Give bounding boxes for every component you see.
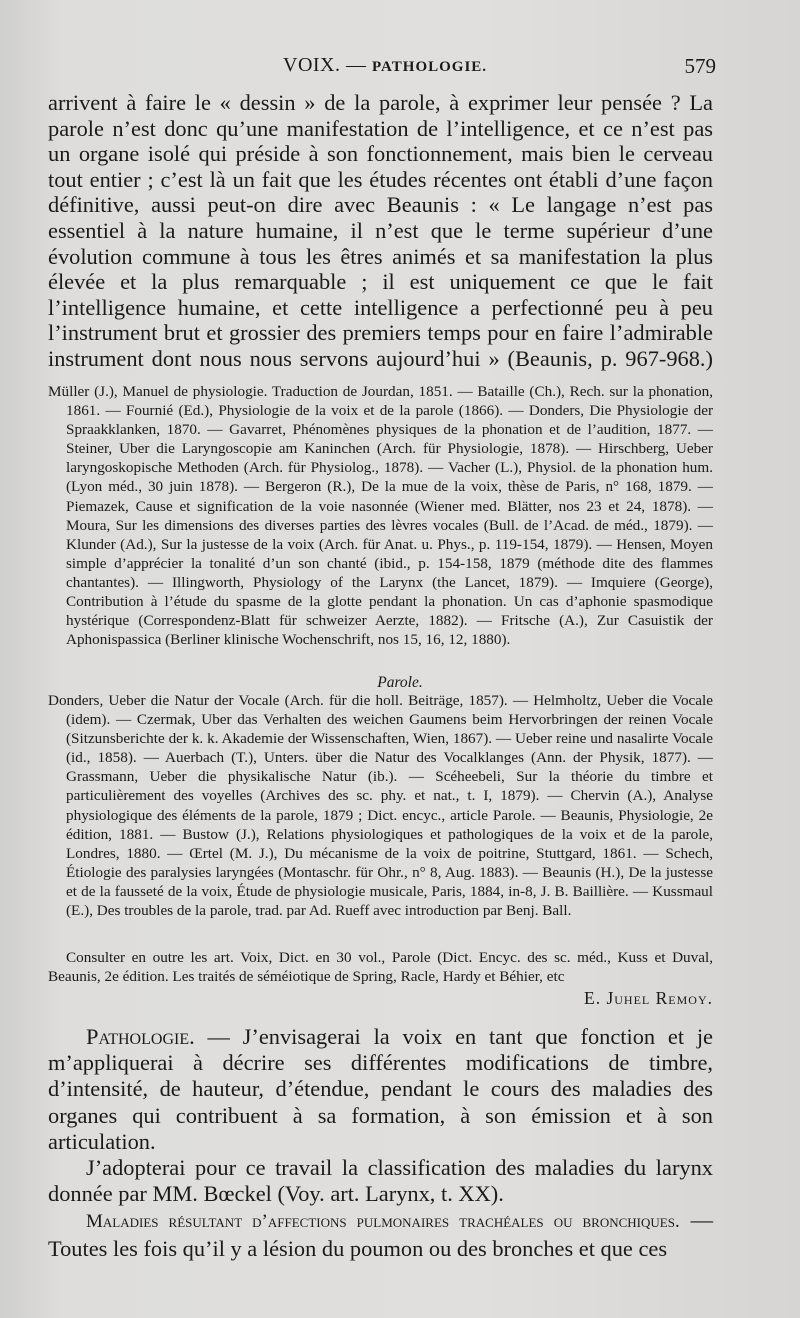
running-title-main: VOIX. — bbox=[283, 54, 372, 76]
running-header bbox=[48, 54, 716, 84]
running-title-sub: PATHOLOGIE. bbox=[372, 59, 488, 75]
running-title bbox=[283, 54, 487, 77]
pathology-classification: J’adopterai pour ce travail la classification des maladies du larynx donnée par MM. Bœckel (Voy. art. Larynx, t. XX). bbox=[48, 1155, 713, 1207]
pathology-intro-text: — J’envisagerai la voix en tant que fonction et je m’appliquerai à décrire ses différentes modifications de timbre, d’intensité, de hauteur, d’étendue, pendant le cours des maladies des organes qui contribuent à sa formation, à son émission et à son articulation. bbox=[48, 1024, 713, 1154]
page-number: 579 bbox=[684, 54, 716, 78]
pulmonary-heading: Maladies résultant d’affections pulmonaires trachéales ou bronchiques. bbox=[86, 1211, 680, 1233]
pulmonary-text: — Toutes les fois qu’il y a lésion du poumon ou des bronches et que ces bbox=[48, 1207, 713, 1261]
pathology-section bbox=[48, 1024, 713, 1262]
consult-note-text: Consulter en outre les art. Voix, Dict. en 30 vol., Parole (Dict. Encyc. des sc. méd., Kuss et Duval, Beaunis, 2e édition. Les traités de séméiotique de Spring, Racle, Hardy et Béhier, etc bbox=[48, 949, 713, 986]
bibliography-parole bbox=[48, 691, 713, 920]
pathology-heading: Pathologie. bbox=[86, 1024, 195, 1049]
pathology-intro bbox=[48, 1024, 713, 1155]
parole-heading: Parole. bbox=[377, 674, 423, 691]
pulmonary-section bbox=[48, 1207, 713, 1261]
bibliography-parole-text: Donders, Ueber die Natur der Vocale (Arch. für die holl. Beiträge, 1857). — Helmholtz, Ueber die Vocale (idem). — Czermak, Uber das Verhalten des weichen Gaumens beim Hervorbringen der reinen Vocale (Sitzunsberichte der k. k. Akademie der Wissenschaften, Wien, 1867). — Ueber reine und nasalirte Vocale (id., 1858). — Auerbach (T.), Unters. über die Natur des Vocalklanges (Ann. der Physik, 1877). — Grassmann, Ueber die physikalische Natur (ib.). — Scéheebeli, Sur la théorie du timbre et particulièrement des voyelles (Archives des sc. phy. et nat., t. I, 1879). — Chervin (A.), Analyse physiologique des éléments de la parole, 1879 ; Dict. encyc., article Parole. — Beaunis, Physiologie, 2e édition, 1881. — Bustow (J.), Relations physiologiques et pathologiques de la voix et de la parole, Londres, 1880. — Œrtel (M. J.), Du mécanisme de la voix de poitrine, Stuttgard, 1861. — Schech, Étiologie des paralysies laryngées (Montaschr. für Ohr., n° 8, Aug. 1883). — Beaunis (H.), De la justesse et de la fausseté de la voix, Étude de physiologie musicale, Paris, 1884, in-8, J. B. Baillière. — Kussmaul (E.), Des troubles de la parole, trad. par Ad. Rueff avec introduction par Benj. Ball. bbox=[48, 692, 713, 920]
bibliography-voice-text: Müller (J.), Manuel de physiologie. Traduction de Jourdan, 1851. — Bataille (Ch.), Rech. sur la phonation, 1861. — Fournié (Ed.), Physiologie de la voix et de la parole (1866). — Donders, Die Physiologie der Spraakklanken, 1870. — Gavarret, Phénomènes physiques de la phonation et de l’audition, 1877. — Steiner, Uber die Laryngoscopie am Kaninchen (Arch. für Physiologie, 1878). — Hirschberg, Ueber laryngoskopische Methoden (Arch. für Physiolog., 1878). — Vacher (L.), Physiol. de la phonation hum. (Lyon méd., 30 juin 1878). — Bergeron (R.), De la mue de la voix, thèse de Paris, n° 168, 1879. — Piemazek, Cause et signification de la voie nasonnée (Wiener med. Blätter, nos 23 et 24, 1878). — Moura, Sur les dimensions des diverses parties des lèvres vocales (Bull. de l’Acad. de méd., 1879). — Klunder (Ad.), Sur la justesse de la voix (Arch. für Anat. u. Phys., p. 119-154, 1879). — Hensen, Moyen simple d’apprécier la tonalité d’un son chanté (ibid., p. 154-158, 1879 (méthode dite des flammes chantantes). — Illingworth, Physiology of the Larynx (the Lancet, 1879). — Imquiere (George), Contribution à l’étude du spasme de la glotte pendant la phonation. Un cas d’aphonie spasmodique hystérique (Correspondenz-Blatt für schweizer Aerzte, 1882). — Fritsche (A.), Zur Casuistik der Aphonispassica (Berliner klinische Wochenschrift, nos 15, 16, 12, 1880). bbox=[48, 383, 713, 649]
opening-paragraph-text: arrivent à faire le « dessin » de la parole, à exprimer leur pensée ? La parole n’est donc qu’une manifestation de l’intelligence, et ce n’est pas un organe isolé qui préside à son fonctionnement, mais bien le cerveau tout entier ; c’est là un fait que les études récentes ont établi d’une façon définitive, aussi peut-on dire avec Beaunis : « Le langage n’est pas essentiel à la nature humaine, il n’est que le terme supérieur d’une évolution commune à tous les êtres animés et sa manifestation la plus élevée et la plus remarquable ; il est uniquement ce que le fait l’intelligence humaine, et cette intelligence a perfectionné peu à peu l’instrument brut et grossier des premiers temps pour en faire l’admirable instrument dont nous nous servons aujourd’hui » (Beaunis, p. 967-968.) bbox=[48, 90, 713, 371]
author-signature: E. Juhel Remoy. bbox=[584, 988, 713, 1008]
opening-paragraph bbox=[48, 90, 713, 372]
bibliography-voice bbox=[48, 382, 713, 649]
consult-note bbox=[48, 948, 713, 986]
